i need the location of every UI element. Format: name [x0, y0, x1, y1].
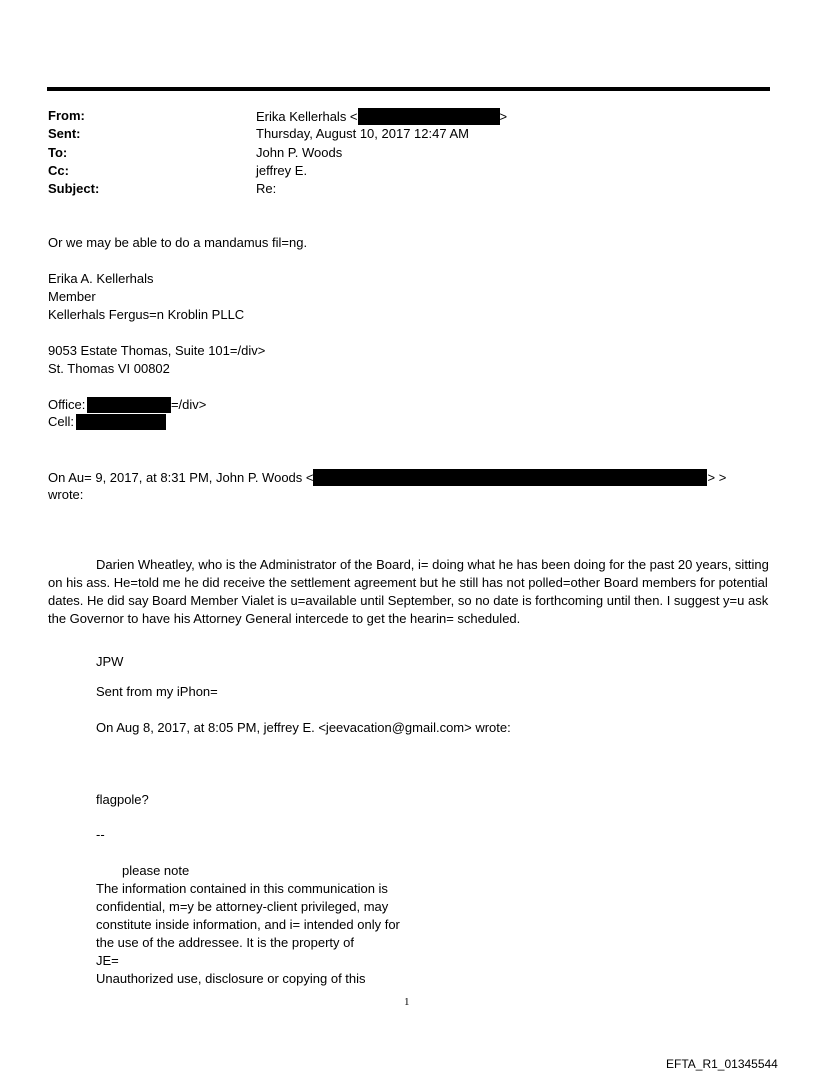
- from-name: Erika Kellerhals <: [256, 109, 358, 124]
- disclaimer-line-1: The information contained in this communication is: [96, 881, 388, 896]
- disclaimer-line-5: JE=: [96, 953, 119, 968]
- to-value: John P. Woods: [256, 145, 343, 160]
- sent-value: Thursday, August 10, 2017 12:47 AM: [256, 126, 469, 141]
- subject-value: Re:: [256, 181, 277, 196]
- office-phone-redaction: [87, 397, 171, 413]
- office-label: Office:: [48, 397, 86, 412]
- disclaimer-line-4: the use of the addressee. It is the property of: [96, 935, 354, 950]
- from-email-redaction: [358, 108, 500, 125]
- cell-line: [48, 414, 166, 430]
- header-rule: [47, 87, 770, 91]
- cell-phone-redaction: [76, 414, 166, 430]
- signature-name: Erika A. Kellerhals: [48, 271, 154, 286]
- signature-title: Member: [48, 289, 96, 304]
- disclaimer-line-6: Unauthorized use, disclosure or copying of this: [96, 971, 366, 986]
- quote-intro-line: [48, 469, 726, 486]
- disclaimer-line-3: constitute inside information, and i= intended only for: [96, 917, 400, 932]
- signature-address-1: 9053 Estate Thomas, Suite 101=/div>: [48, 343, 266, 358]
- quote-intro-tail: > >: [707, 470, 727, 485]
- quote-intro: On Au= 9, 2017, at 8:31 PM, John P. Woods <: [48, 470, 314, 485]
- body-line-mandamus: Or we may be able to do a mandamus fil=ng.: [48, 235, 308, 250]
- disclaimer-line-2: confidential, m=y be attorney-client privileged, may: [96, 899, 389, 914]
- jpw-signoff: JPW: [96, 654, 124, 669]
- signature-firm: Kellerhals Fergus=n Kroblin PLLC: [48, 307, 245, 322]
- sent-label: Sent:: [48, 126, 81, 141]
- office-line: [48, 397, 206, 413]
- subject-label: Subject:: [48, 181, 100, 196]
- signature-address-2: St. Thomas VI 00802: [48, 361, 170, 376]
- cell-label: Cell:: [48, 414, 75, 429]
- sent-from-line: Sent from my iPhon=: [96, 684, 218, 699]
- from-label: From:: [48, 108, 85, 123]
- flagpole-line: flagpole?: [96, 792, 149, 807]
- from-value: [256, 108, 507, 125]
- to-label: To:: [48, 145, 68, 160]
- signature-dashes: --: [96, 827, 105, 842]
- quote-2-intro: On Aug 8, 2017, at 8:05 PM, jeffrey E. <jeevacation@gmail.com> wrote:: [96, 720, 511, 735]
- quote-wrote: wrote:: [48, 487, 84, 502]
- please-note: please note: [122, 863, 190, 878]
- page-number: 1: [404, 996, 410, 1008]
- quoted-paragraph: Darien Wheatley, who is the Administrator of the Board, i= doing what he has been doing for the past 20 years, sitting on his ass. He=told me he did receive the settlement agreement but he still has not polled=other Board members for potential dates. He did say Board Member Vialet is u=available until September, so no date is forthcoming until then. I suggest y=u ask the Governor to have his Attorney General intercede to get the hearin= scheduled.: [48, 557, 769, 626]
- cc-value: jeffrey E.: [256, 163, 308, 178]
- document-id: EFTA_R1_01345544: [666, 1057, 778, 1071]
- cc-label: Cc:: [48, 163, 69, 178]
- from-close: >: [499, 109, 508, 124]
- quote-email-redaction: [313, 469, 707, 486]
- office-tail: =/div>: [170, 397, 207, 412]
